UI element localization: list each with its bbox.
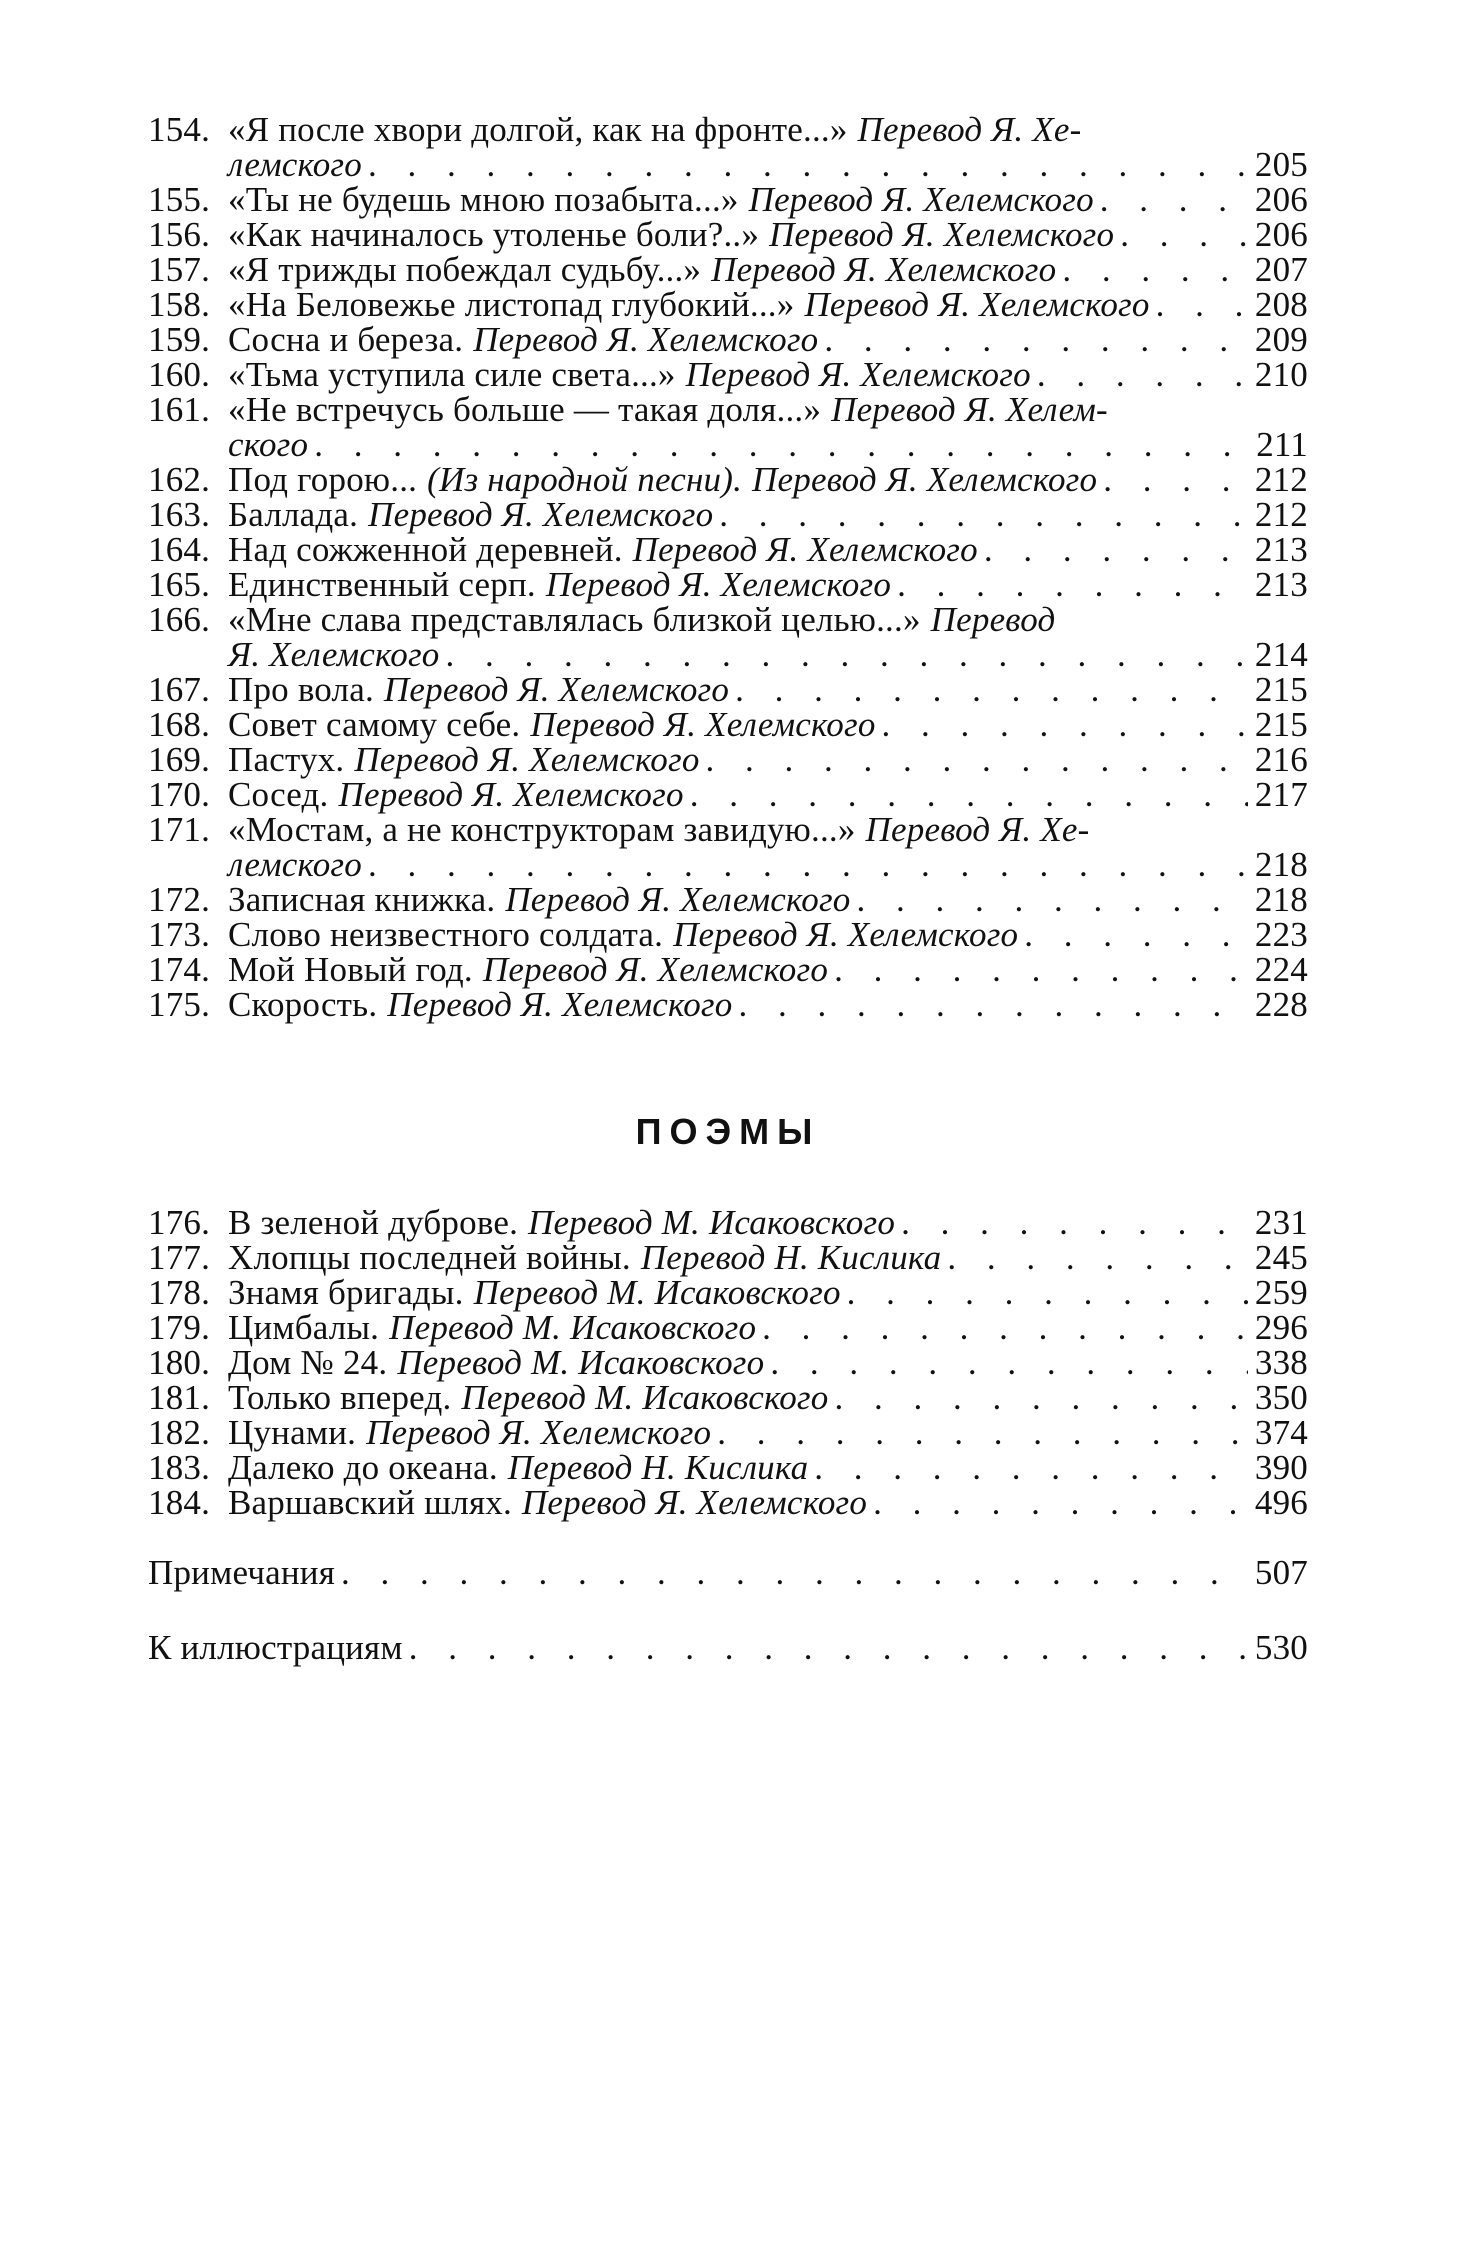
- entry-title: Сосед.: [228, 775, 329, 814]
- toc-line: [148, 672, 1308, 707]
- entry-translator-cont: ского: [228, 425, 309, 464]
- toc-line: [148, 742, 1308, 777]
- entry-page: 338: [1254, 1343, 1308, 1382]
- entry-title: Пастух.: [228, 740, 345, 779]
- entry-page: 215: [1254, 705, 1308, 744]
- entry-title: «Как начиналось утоленье боли?..»: [228, 215, 760, 254]
- dot-leader: [706, 742, 1248, 777]
- dot-leader: [1100, 182, 1248, 217]
- dot-leader: [824, 322, 1248, 357]
- toc-entry: [148, 217, 1308, 252]
- toc-entry: [148, 917, 1308, 952]
- entry-title: Хлопцы последней войны.: [228, 1238, 631, 1277]
- dot-leader: [834, 1380, 1248, 1415]
- dot-leader: [814, 1450, 1248, 1485]
- dot-leader: [901, 1205, 1248, 1240]
- entry-translator: Перевод Я. Хелемского: [711, 250, 1057, 289]
- entry-number: 163.: [148, 495, 211, 534]
- entry-translator: Перевод Я. Хелемского: [368, 495, 714, 534]
- toc-line-continued: [148, 847, 1308, 882]
- entry-translator: Перевод Я. Хелемского: [338, 775, 684, 814]
- entry-page: 213: [1254, 565, 1308, 604]
- toc-line: [148, 917, 1308, 952]
- dot-leader: [717, 1415, 1248, 1450]
- entry-title: Под горою...: [228, 460, 418, 499]
- entry-title: Баллада.: [228, 495, 359, 534]
- entry-title: «На Беловежье листопад глубокий...»: [228, 285, 795, 324]
- toc-entry: [148, 1205, 1308, 1240]
- entry-translator: Перевод Я. Хелемского: [354, 740, 700, 779]
- entry-page: 210: [1254, 355, 1308, 394]
- entry-title: «Мостам, а не конструкторам завидую...»: [228, 810, 856, 849]
- entry-page: 217: [1254, 775, 1308, 814]
- entry-title: «Я после хвори долгой, как на фронте...»: [228, 110, 848, 149]
- toc-line: [148, 182, 1308, 217]
- dot-leader: [770, 1345, 1248, 1380]
- entry-translator: Перевод Я. Хелемского: [804, 285, 1150, 324]
- toc-entry: [148, 952, 1308, 987]
- toc-line: [148, 1380, 1308, 1415]
- entry-title: Над сожженной деревней.: [228, 530, 623, 569]
- entry-page: 218: [1254, 880, 1308, 919]
- entry-translator: Перевод Я. Хелемского: [685, 355, 1031, 394]
- entry-number: 178.: [148, 1273, 211, 1312]
- illustrations-title: К иллюстрациям: [148, 1628, 403, 1667]
- dot-leader: [341, 1555, 1248, 1590]
- dot-leader: [1062, 252, 1248, 287]
- toc-entry: [148, 1450, 1308, 1485]
- toc-line-continued: [148, 147, 1308, 182]
- dot-leader: [1120, 217, 1248, 252]
- entry-page: 206: [1254, 215, 1308, 254]
- entry-number: 173.: [148, 915, 211, 954]
- dot-leader: [847, 1275, 1248, 1310]
- toc-line: [148, 357, 1308, 392]
- toc-entry: [148, 1275, 1308, 1310]
- entry-page: 245: [1254, 1238, 1308, 1277]
- toc-entry: [148, 1310, 1308, 1345]
- toc-entry: [148, 182, 1308, 217]
- entry-title: Единственный серп.: [228, 565, 536, 604]
- entry-translator: Перевод Я. Хелемского: [505, 880, 851, 919]
- entry-page: 214: [1254, 635, 1308, 674]
- entry-page: 231: [1254, 1203, 1308, 1242]
- toc-line: [148, 1310, 1308, 1345]
- dot-leader: [897, 567, 1248, 602]
- entry-number: 175.: [148, 985, 211, 1024]
- entry-page: 296: [1254, 1308, 1308, 1347]
- entry-translator: Перевод Я. Хе-: [865, 810, 1090, 849]
- toc-entry: [148, 1240, 1308, 1275]
- dot-leader: [1024, 917, 1248, 952]
- toc-line: [148, 1485, 1308, 1520]
- toc-entry: [148, 812, 1308, 882]
- toc-entry: [148, 987, 1308, 1022]
- entry-number: 182.: [148, 1413, 211, 1452]
- entry-number: 168.: [148, 705, 211, 744]
- entry-title: Записная книжка.: [228, 880, 496, 919]
- toc-entry: [148, 392, 1308, 462]
- toc-entry: [148, 1345, 1308, 1380]
- entry-number: 169.: [148, 740, 211, 779]
- dot-leader: [1156, 287, 1248, 322]
- toc-line: [148, 497, 1308, 532]
- toc-entry: [148, 287, 1308, 322]
- toc-line: [148, 987, 1308, 1022]
- entry-number: 176.: [148, 1203, 211, 1242]
- entry-title: Про вола.: [228, 670, 374, 709]
- entry-page: 496: [1254, 1483, 1308, 1522]
- entry-number: 172.: [148, 880, 211, 919]
- dot-leader: [409, 1630, 1248, 1665]
- entry-number: 156.: [148, 215, 211, 254]
- entry-translator: Перевод Я. Хелемского: [752, 460, 1098, 499]
- toc-entry: [148, 497, 1308, 532]
- entry-translator: Перевод Я. Хелемского: [673, 915, 1019, 954]
- toc-entry: [148, 462, 1308, 497]
- entry-page: 213: [1254, 530, 1308, 569]
- entry-page: 209: [1254, 320, 1308, 359]
- entry-page: 390: [1254, 1448, 1308, 1487]
- toc-line: [148, 392, 1308, 427]
- entry-page: 205: [1254, 145, 1308, 184]
- entry-title: Скорость.: [228, 985, 378, 1024]
- entry-title: Далеко до океана.: [228, 1448, 498, 1487]
- entry-title: Цимбалы.: [228, 1308, 380, 1347]
- entry-title: В зеленой дуброве.: [228, 1203, 519, 1242]
- toc-line: [148, 952, 1308, 987]
- entry-translator: Перевод Я. Хелемского: [482, 950, 829, 989]
- dot-leader: [735, 672, 1248, 707]
- entry-translator-cont: лемского: [228, 145, 362, 184]
- toc-line: [148, 567, 1308, 602]
- toc-entry: [148, 777, 1308, 812]
- entry-translator: Перевод Я. Хелемского: [632, 530, 978, 569]
- toc-line: [148, 252, 1308, 287]
- toc-entry: [148, 742, 1308, 777]
- toc-line: [148, 217, 1308, 252]
- dot-leader: [947, 1240, 1248, 1275]
- entry-number: 164.: [148, 530, 211, 569]
- entry-translator: Перевод Я. Хелемского: [769, 215, 1115, 254]
- toc-entry: [148, 1485, 1308, 1520]
- entry-title: Совет самому себе.: [228, 705, 521, 744]
- entry-translator-cont: Я. Хелемского: [228, 635, 440, 674]
- dot-leader: [368, 147, 1248, 182]
- notes-title: Примечания: [148, 1553, 336, 1592]
- entry-number: 181.: [148, 1378, 211, 1417]
- toc-line: [148, 1205, 1308, 1240]
- entry-number: 159.: [148, 320, 211, 359]
- entry-number: 154.: [148, 110, 211, 149]
- entry-number: 158.: [148, 285, 211, 324]
- entry-translator: Перевод М. Исаковского: [461, 1378, 829, 1417]
- toc-entry: [148, 707, 1308, 742]
- dot-leader: [314, 427, 1248, 462]
- entry-page: 206: [1254, 180, 1308, 219]
- toc-line: [148, 1275, 1308, 1310]
- entry-number: 184.: [148, 1483, 211, 1522]
- toc-list-long-poems: [148, 1205, 1308, 1520]
- entry-page: 224: [1254, 950, 1308, 989]
- entry-translator: Перевод: [930, 600, 1056, 639]
- entry-translator: Перевод Я. Хелемского: [530, 705, 876, 744]
- entry-translator: Перевод Я. Хелемского: [545, 565, 892, 604]
- entry-page: 374: [1254, 1413, 1308, 1452]
- toc-entry: [148, 357, 1308, 392]
- dot-leader: [834, 952, 1248, 987]
- dot-leader: [762, 1310, 1248, 1345]
- toc-entry: [148, 567, 1308, 602]
- toc-line: [148, 287, 1308, 322]
- entry-translator: Перевод Я. Хе-: [857, 110, 1082, 149]
- entry-number: 157.: [148, 250, 211, 289]
- entry-title: Цунами.: [228, 1413, 357, 1452]
- entry-page: 212: [1254, 460, 1308, 499]
- toc-entry-illustrations: [148, 1630, 1308, 1665]
- entry-translator: Перевод Н. Кислика: [640, 1238, 942, 1277]
- dot-leader: [719, 497, 1248, 532]
- entry-title: «Ты не будешь мною позабыта...»: [228, 180, 739, 219]
- entry-translator: Перевод Я. Хелем-: [831, 390, 1108, 429]
- entry-translator: Перевод Н. Кислика: [507, 1448, 809, 1487]
- entry-translator: Перевод Я. Хелемского: [387, 985, 733, 1024]
- toc-line: [148, 532, 1308, 567]
- toc-entry: [148, 252, 1308, 287]
- toc-line: [148, 602, 1308, 637]
- dot-leader: [446, 637, 1248, 672]
- entry-page: 211: [1256, 425, 1308, 464]
- entry-translator: Перевод М. Исаковского: [473, 1273, 841, 1312]
- entry-page: 215: [1254, 670, 1308, 709]
- dot-leader: [857, 882, 1248, 917]
- entry-number: 180.: [148, 1343, 211, 1382]
- toc-line-continued: [148, 427, 1308, 462]
- toc-entry: [148, 602, 1308, 672]
- toc-line: [148, 112, 1308, 147]
- toc-line: [148, 1240, 1308, 1275]
- illustrations-page: 530: [1254, 1628, 1308, 1667]
- toc-entry-notes: [148, 1555, 1308, 1590]
- toc-entry: [148, 1415, 1308, 1450]
- entry-number: 167.: [148, 670, 211, 709]
- toc-line-continued: [148, 637, 1308, 672]
- toc-entry: [148, 672, 1308, 707]
- entry-page: 228: [1254, 985, 1308, 1024]
- toc-line: [148, 462, 1308, 497]
- entry-number: 160.: [148, 355, 211, 394]
- entry-title: «Тьма уступила силе света...»: [228, 355, 676, 394]
- entry-title: Сосна и береза.: [228, 320, 464, 359]
- toc-line: [148, 777, 1308, 812]
- entry-page: 207: [1254, 250, 1308, 289]
- entry-translator: Перевод М. Исаковского: [397, 1343, 765, 1382]
- notes-page: 507: [1254, 1553, 1308, 1592]
- toc-line: [148, 882, 1308, 917]
- entry-translator: Перевод Я. Хелемского: [521, 1483, 868, 1522]
- entry-translator: Перевод Я. Хелемского: [383, 670, 730, 709]
- dot-leader: [984, 532, 1248, 567]
- dot-leader: [882, 707, 1248, 742]
- toc-line: [148, 707, 1308, 742]
- entry-translator: Перевод Я. Хелемского: [366, 1413, 712, 1452]
- dot-leader: [1037, 357, 1248, 392]
- entry-translator: Перевод Я. Хелемского: [473, 320, 819, 359]
- toc-entry: [148, 882, 1308, 917]
- entry-translator: Перевод М. Исаковского: [528, 1203, 896, 1242]
- toc-line: [148, 1450, 1308, 1485]
- entry-page: 216: [1254, 740, 1308, 779]
- toc-entry: [148, 1380, 1308, 1415]
- entry-number: 177.: [148, 1238, 211, 1277]
- entry-title: «Мне слава представлялась близкой целью...»: [228, 600, 921, 639]
- entry-page: 223: [1254, 915, 1308, 954]
- entry-title: «Не встречусь больше — такая доля...»: [228, 390, 822, 429]
- entry-title: Мой Новый год.: [228, 950, 473, 989]
- entry-translator: Перевод М. Исаковского: [389, 1308, 757, 1347]
- entry-number: 155.: [148, 180, 211, 219]
- entry-translator-cont: лемского: [228, 845, 362, 884]
- toc-column: [148, 112, 1308, 1665]
- entry-number: 183.: [148, 1448, 211, 1487]
- toc-entry: [148, 322, 1308, 357]
- entry-translator: Перевод Я. Хелемского: [748, 180, 1094, 219]
- entry-title: Только вперед.: [228, 1378, 452, 1417]
- entry-number: 165.: [148, 565, 211, 604]
- entry-number: 162.: [148, 460, 211, 499]
- entry-number: 179.: [148, 1308, 211, 1347]
- dot-leader: [738, 987, 1248, 1022]
- section-title: ПОЭМЫ: [635, 1111, 821, 1152]
- entry-page: 218: [1254, 845, 1308, 884]
- entry-number: 170.: [148, 775, 211, 814]
- entry-title-italic: (Из народной песни).: [427, 460, 743, 499]
- entry-number: 171.: [148, 810, 211, 849]
- toc-list-poems: [148, 112, 1308, 1022]
- entry-title: Дом № 24.: [228, 1343, 388, 1382]
- entry-number: 161.: [148, 390, 211, 429]
- dot-leader: [873, 1485, 1248, 1520]
- toc-line: [148, 1415, 1308, 1450]
- entry-number: 166.: [148, 600, 211, 639]
- toc-line: [148, 1345, 1308, 1380]
- entry-title: «Я трижды побеждал судьбу...»: [228, 250, 702, 289]
- dot-leader: [368, 847, 1248, 882]
- entry-page: 212: [1254, 495, 1308, 534]
- entry-number: 174.: [148, 950, 211, 989]
- entry-title: Знамя бригады.: [228, 1273, 464, 1312]
- entry-title: Варшавский шлях.: [228, 1483, 512, 1522]
- entry-page: 259: [1254, 1273, 1308, 1312]
- entry-page: 208: [1254, 285, 1308, 324]
- dot-leader: [1103, 462, 1248, 497]
- entry-page: 350: [1254, 1378, 1308, 1417]
- toc-line: [148, 812, 1308, 847]
- toc-line: [148, 322, 1308, 357]
- dot-leader: [690, 777, 1248, 812]
- entry-title: Слово неизвестного солдата.: [228, 915, 664, 954]
- toc-entry: [148, 532, 1308, 567]
- toc-entry: [148, 112, 1308, 182]
